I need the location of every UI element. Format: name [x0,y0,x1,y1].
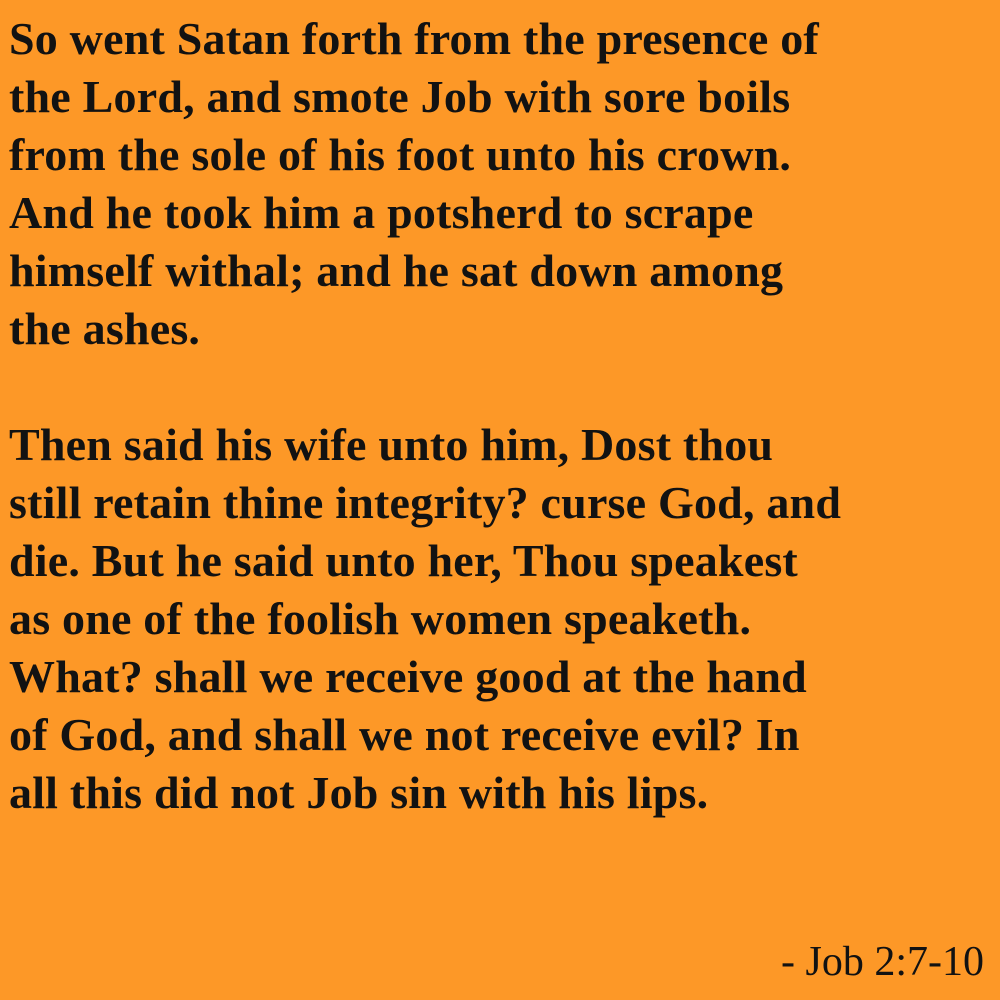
verse-paragraph-2 [9,416,994,822]
quote-line: the ashes. [9,303,201,354]
verse-attribution: - Job 2:7-10 [781,939,984,985]
verse-paragraph-1 [9,10,994,358]
quote-line: Then said his wife unto him, Dost thou [9,419,774,470]
quote-line: himself withal; and he sat down among [9,245,784,296]
quote-line: So went Satan forth from the presence of [9,13,819,64]
quote-line: of God, and shall we not receive evil? In [9,709,800,760]
quote-line: as one of the foolish women speaketh. [9,593,752,644]
quote-line: from the sole of his foot unto his crown. [9,129,792,180]
quote-line: What? shall we receive good at the hand [9,651,807,702]
quote-line: the Lord, and smote Job with sore boils [9,71,791,122]
quote-line: all this did not Job sin with his lips. [9,767,709,818]
quote-line: still retain thine integrity? curse God, and [9,477,842,528]
quote-line: And he took him a potsherd to scrape [9,187,754,238]
quote-line: die. But he said unto her, Thou speakest [9,535,798,586]
